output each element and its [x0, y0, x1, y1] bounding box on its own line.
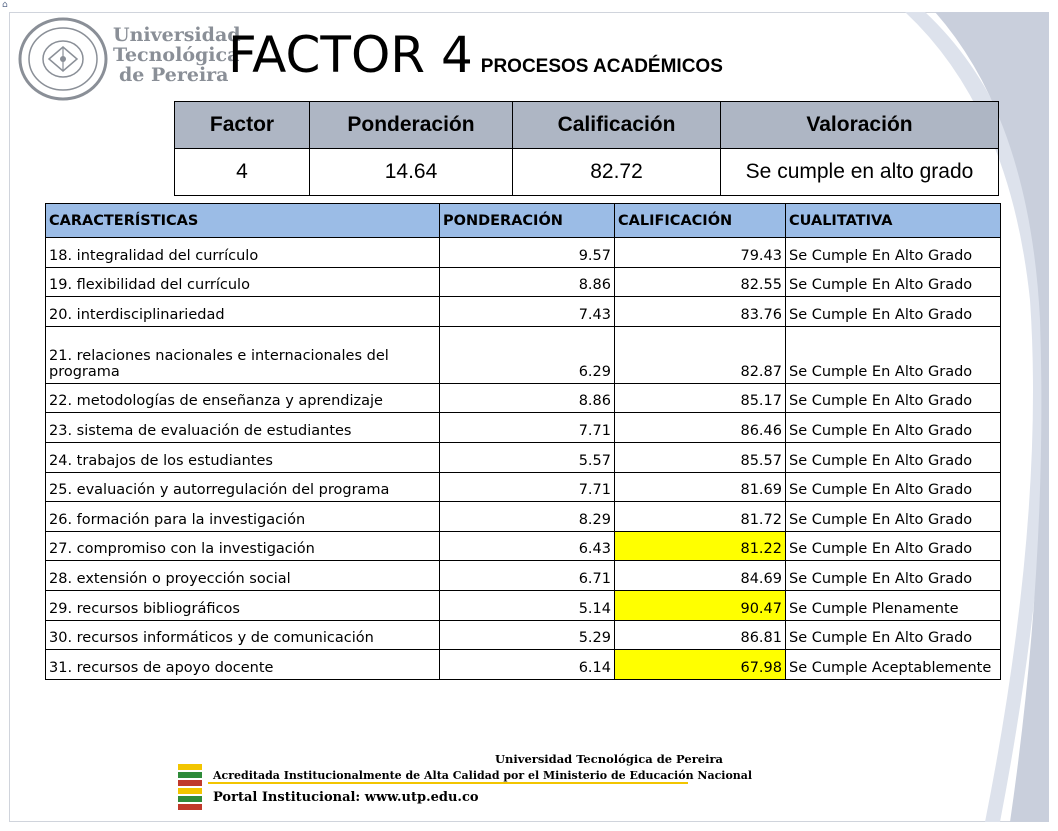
- characteristics-table: [45, 203, 1001, 680]
- summary-valoracion: Se cumple en alto grado: [721, 149, 999, 196]
- cell-calificacion: 67.98: [615, 650, 786, 680]
- cell-cualitativa: Se Cumple En Alto Grado: [786, 472, 1001, 502]
- logo-line-2: Tecnológica: [113, 44, 240, 66]
- logo-line-3: de Pereira: [119, 64, 229, 86]
- cell-calificacion: 86.46: [615, 413, 786, 443]
- cell-caracteristica: 19. flexibilidad del currículo: [46, 267, 440, 297]
- cell-cualitativa: Se Cumple En Alto Grado: [786, 413, 1001, 443]
- cell-calificacion: 82.87: [615, 326, 786, 383]
- cell-ponderacion: 6.71: [440, 561, 615, 591]
- cell-ponderacion: 5.57: [440, 442, 615, 472]
- table-row: [46, 383, 1001, 413]
- table-row: [46, 326, 1001, 383]
- summary-header-valoracion: Valoración: [721, 102, 999, 149]
- table-row: [46, 413, 1001, 443]
- cell-calificacion: 84.69: [615, 561, 786, 591]
- cell-calificacion: 85.57: [615, 442, 786, 472]
- cell-caracteristica: 23. sistema de evaluación de estudiantes: [46, 413, 440, 443]
- factor-summary-table: [174, 101, 999, 196]
- cell-calificacion: 85.17: [615, 383, 786, 413]
- cell-calificacion: 81.72: [615, 502, 786, 532]
- header-caracteristicas: CARACTERÍSTICAS: [46, 204, 440, 238]
- summary-header-calificacion: Calificación: [513, 102, 721, 149]
- footer-university-name: Universidad Tecnológica de Pereira: [495, 752, 723, 766]
- cell-calificacion: 81.22: [615, 531, 786, 561]
- university-name-logo: [113, 25, 241, 85]
- footer-portal: Portal Institucional: www.utp.edu.co: [213, 790, 479, 805]
- cell-caracteristica: 29. recursos bibliográficos: [46, 590, 440, 620]
- cell-calificacion: 83.76: [615, 297, 786, 327]
- cell-ponderacion: 7.43: [440, 297, 615, 327]
- cell-caracteristica: 30. recursos informáticos y de comunicación: [46, 620, 440, 650]
- cell-cualitativa: Se Cumple En Alto Grado: [786, 531, 1001, 561]
- summary-header-row: [175, 102, 999, 149]
- cell-cualitativa: Se Cumple Aceptablemente: [786, 650, 1001, 680]
- cell-caracteristica: 18. integralidad del currículo: [46, 238, 440, 268]
- cell-ponderacion: 9.57: [440, 238, 615, 268]
- footer-accreditation: Acreditada Institucionalmente de Alta Calidad por el Ministerio de Educación Nacional: [213, 769, 753, 782]
- cell-cualitativa: Se Cumple En Alto Grado: [786, 442, 1001, 472]
- cell-calificacion: 90.47: [615, 590, 786, 620]
- detail-body: [46, 238, 1001, 680]
- logo-line-1: Universidad: [113, 24, 241, 46]
- cell-cualitativa: Se Cumple En Alto Grado: [786, 267, 1001, 297]
- cell-ponderacion: 5.29: [440, 620, 615, 650]
- cell-cualitativa: Se Cumple En Alto Grado: [786, 297, 1001, 327]
- table-row: [46, 561, 1001, 591]
- cell-caracteristica: 24. trabajos de los estudiantes: [46, 442, 440, 472]
- cell-calificacion: 82.55: [615, 267, 786, 297]
- cell-caracteristica: 26. formación para la investigación: [46, 502, 440, 532]
- summary-ponderacion: 14.64: [310, 149, 513, 196]
- cell-caracteristica: 31. recursos de apoyo docente: [46, 650, 440, 680]
- cell-ponderacion: 8.86: [440, 383, 615, 413]
- cell-cualitativa: Se Cumple En Alto Grado: [786, 238, 1001, 268]
- cell-caracteristica: 27. compromiso con la investigación: [46, 531, 440, 561]
- header-calificacion: CALIFICACIÓN: [615, 204, 786, 238]
- table-row: [46, 238, 1001, 268]
- cell-ponderacion: 5.14: [440, 590, 615, 620]
- cell-caracteristica: 20. interdisciplinariedad: [46, 297, 440, 327]
- detail-header-row: [46, 204, 1001, 238]
- title-sub: PROCESOS ACADÉMICOS: [480, 56, 723, 77]
- header-cualitativa: CUALITATIVA: [786, 204, 1001, 238]
- cell-calificacion: 86.81: [615, 620, 786, 650]
- cell-ponderacion: 6.14: [440, 650, 615, 680]
- summary-header-factor: Factor: [175, 102, 310, 149]
- table-row: [46, 531, 1001, 561]
- cell-ponderacion: 6.29: [440, 326, 615, 383]
- cell-ponderacion: 8.29: [440, 502, 615, 532]
- cell-calificacion: 79.43: [615, 238, 786, 268]
- summary-calificacion: 82.72: [513, 149, 721, 196]
- cell-cualitativa: Se Cumple En Alto Grado: [786, 620, 1001, 650]
- cell-caracteristica: 21. relaciones nacionales e internacionales del programa: [46, 326, 440, 383]
- table-row: [46, 590, 1001, 620]
- table-row: [46, 297, 1001, 327]
- cell-caracteristica: 25. evaluación y autorregulación del programa: [46, 472, 440, 502]
- table-row: [46, 620, 1001, 650]
- summary-header-ponderacion: Ponderación: [310, 102, 513, 149]
- summary-row: [175, 149, 999, 196]
- table-row: [46, 650, 1001, 680]
- university-seal-logo: [17, 17, 109, 102]
- cell-calificacion: 81.69: [615, 472, 786, 502]
- cell-ponderacion: 7.71: [440, 472, 615, 502]
- table-row: [46, 442, 1001, 472]
- cell-cualitativa: Se Cumple En Alto Grado: [786, 561, 1001, 591]
- cell-cualitativa: Se Cumple En Alto Grado: [786, 502, 1001, 532]
- table-row: [46, 502, 1001, 532]
- table-row: [46, 267, 1001, 297]
- cell-cualitativa: Se Cumple En Alto Grado: [786, 326, 1001, 383]
- table-row: [46, 472, 1001, 502]
- cell-ponderacion: 7.71: [440, 413, 615, 443]
- corner-home-icon[interactable]: ⌂: [2, 0, 8, 10]
- cell-caracteristica: 22. metodologías de enseñanza y aprendizaje: [46, 383, 440, 413]
- slide-title: [228, 26, 723, 84]
- summary-factor: 4: [175, 149, 310, 196]
- cell-cualitativa: Se Cumple En Alto Grado: [786, 383, 1001, 413]
- title-main: FACTOR 4: [228, 26, 473, 84]
- cell-cualitativa: Se Cumple Plenamente: [786, 590, 1001, 620]
- header-ponderacion: PONDERACIÓN: [440, 204, 615, 238]
- cell-ponderacion: 6.43: [440, 531, 615, 561]
- cell-ponderacion: 8.86: [440, 267, 615, 297]
- cell-caracteristica: 28. extensión o proyección social: [46, 561, 440, 591]
